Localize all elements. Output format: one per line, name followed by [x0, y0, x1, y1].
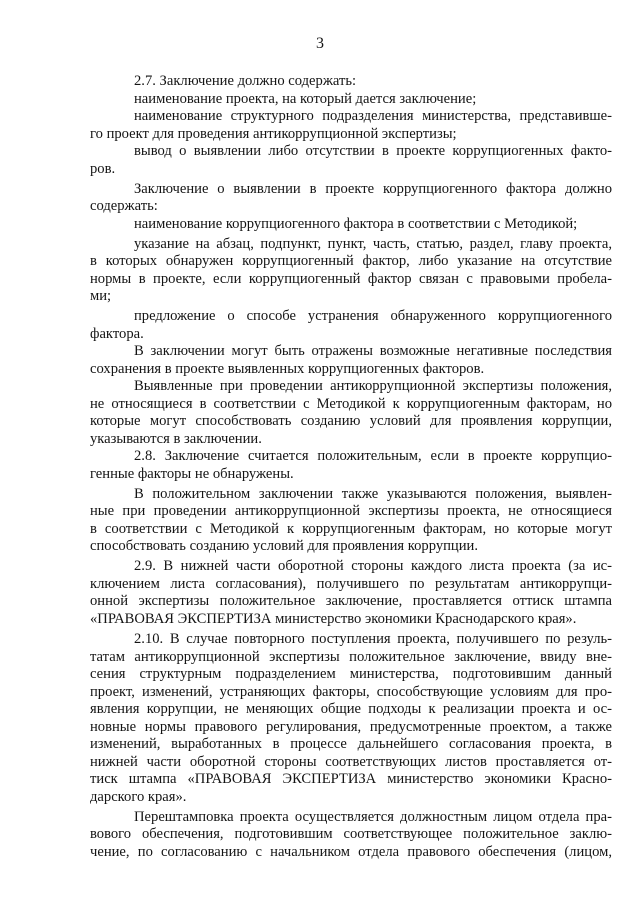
page-number: 3 — [316, 35, 324, 52]
text-line: Перештамповка проекта осуществляется должностным лицом отдела пра- — [134, 808, 612, 825]
text-line: дарского края». — [90, 788, 187, 805]
text-line: онной экспертизы положительное заключение, проставляется оттиск штампа — [90, 593, 612, 610]
text-line: явления коррупции, не меняющих общие подходы к реализации проекта и ос- — [90, 701, 612, 718]
text-line: В заключении могут быть отражены возможные негативные последствия — [134, 343, 612, 360]
text-line: предложение о способе устранения обнаруженного коррупциогенного — [134, 308, 612, 325]
text-line: которые могут способствовать созданию условий для проявления коррупции, — [90, 413, 612, 430]
text-line: нормы в проекте, если коррупциогенный фактор связан с правовыми пробела- — [90, 270, 612, 287]
text-line: в которых обнаружен коррупциогенный фактор, либо указание на отсутствие — [90, 253, 612, 270]
text-line: способствовать созданию условий для проявления коррупции. — [90, 538, 479, 555]
text-line: ные при проведении антикоррупционной экспертизы проекта, не относящиеся — [90, 503, 612, 520]
text-line: содержать: — [90, 198, 158, 215]
text-line: 2.9. В нижней части оборотной стороны каждого листа проекта (за ис- — [134, 558, 612, 575]
text-line: В положительном заключении также указываются положения, выявлен- — [134, 485, 612, 502]
text-line: чение, по согласованию с начальником отдела правового обеспечения (лицом, — [90, 843, 612, 860]
text-line: нижней части оборотной стороны соответствующих листов проставляется от- — [90, 753, 612, 770]
text-line: 2.7. Заключение должно содержать: — [134, 73, 357, 89]
text-line: изменений, выработанных в процессе дальнейшего согласования проекта, в — [90, 736, 612, 753]
text-line: ров. — [90, 160, 116, 177]
text-line: сения структурным подразделением министерства, подготовившим данный — [90, 666, 612, 683]
text-line: новные нормы правового регулирования, предусмотренные проектом, а также — [90, 718, 612, 735]
text-line: вового обеспечения, подготовившим соответствующее положительное заклю- — [90, 826, 612, 843]
text-line: ми; — [90, 288, 112, 305]
text-line: татам антикоррупционной экспертизы положительное заключение, ввиду вне- — [90, 648, 612, 665]
text-line: тиск штампа «ПРАВОВАЯ ЭКСПЕРТИЗА министерство экономики Красно- — [90, 771, 612, 788]
text-line: Выявленные при проведении антикоррупционной экспертизы положения, — [134, 378, 612, 395]
text-line: наименование структурного подразделения министерства, представивше- — [134, 108, 612, 124]
text-line: 2.8. Заключение считается положительным, если в проекте коррупцио- — [134, 448, 612, 465]
text-line: Заключение о выявлении в проекте коррупциогенного фактора должно — [134, 180, 612, 197]
text-line: наименование проекта, на который дается заключение; — [134, 90, 477, 107]
text-line: сохранения в проекте выявленных коррупциогенных факторов. — [90, 360, 485, 377]
text-line: ключением листа согласования), получившего по результатам антикоррупци- — [90, 575, 612, 592]
text-line: го проект для проведения антикоррупционной экспертизы; — [90, 125, 457, 142]
text-line: проект, изменений, устраняющих факторы, способствующие условиям для про- — [90, 683, 612, 700]
text-line: наименование коррупциогенного фактора в соответствии с Методикой; — [134, 215, 578, 232]
text-line: в соответствии с Методикой к коррупциогенным факторам, но которые могут — [90, 520, 612, 537]
text-line: указание на абзац, подпункт, пункт, часть, статью, раздел, главу проекта, — [134, 235, 612, 252]
text-line: 2.10. В случае повторного поступления проекта, получившего по резуль- — [134, 631, 612, 648]
text-line: «ПРАВОВАЯ ЭКСПЕРТИЗА министерство экономики Краснодарского края». — [90, 610, 577, 627]
text-line: генные факторы не обнаружены. — [90, 465, 294, 482]
text-line: не относящиеся в соответствии с Методикой к коррупциогенным факторам, но — [90, 395, 612, 412]
document-body — [90, 73, 612, 861]
text-line: указываются в заключении. — [90, 430, 262, 447]
text-line: вывод о выявлении либо отсутствии в проекте коррупциогенных факто- — [134, 143, 612, 159]
text-line: фактора. — [90, 325, 144, 342]
